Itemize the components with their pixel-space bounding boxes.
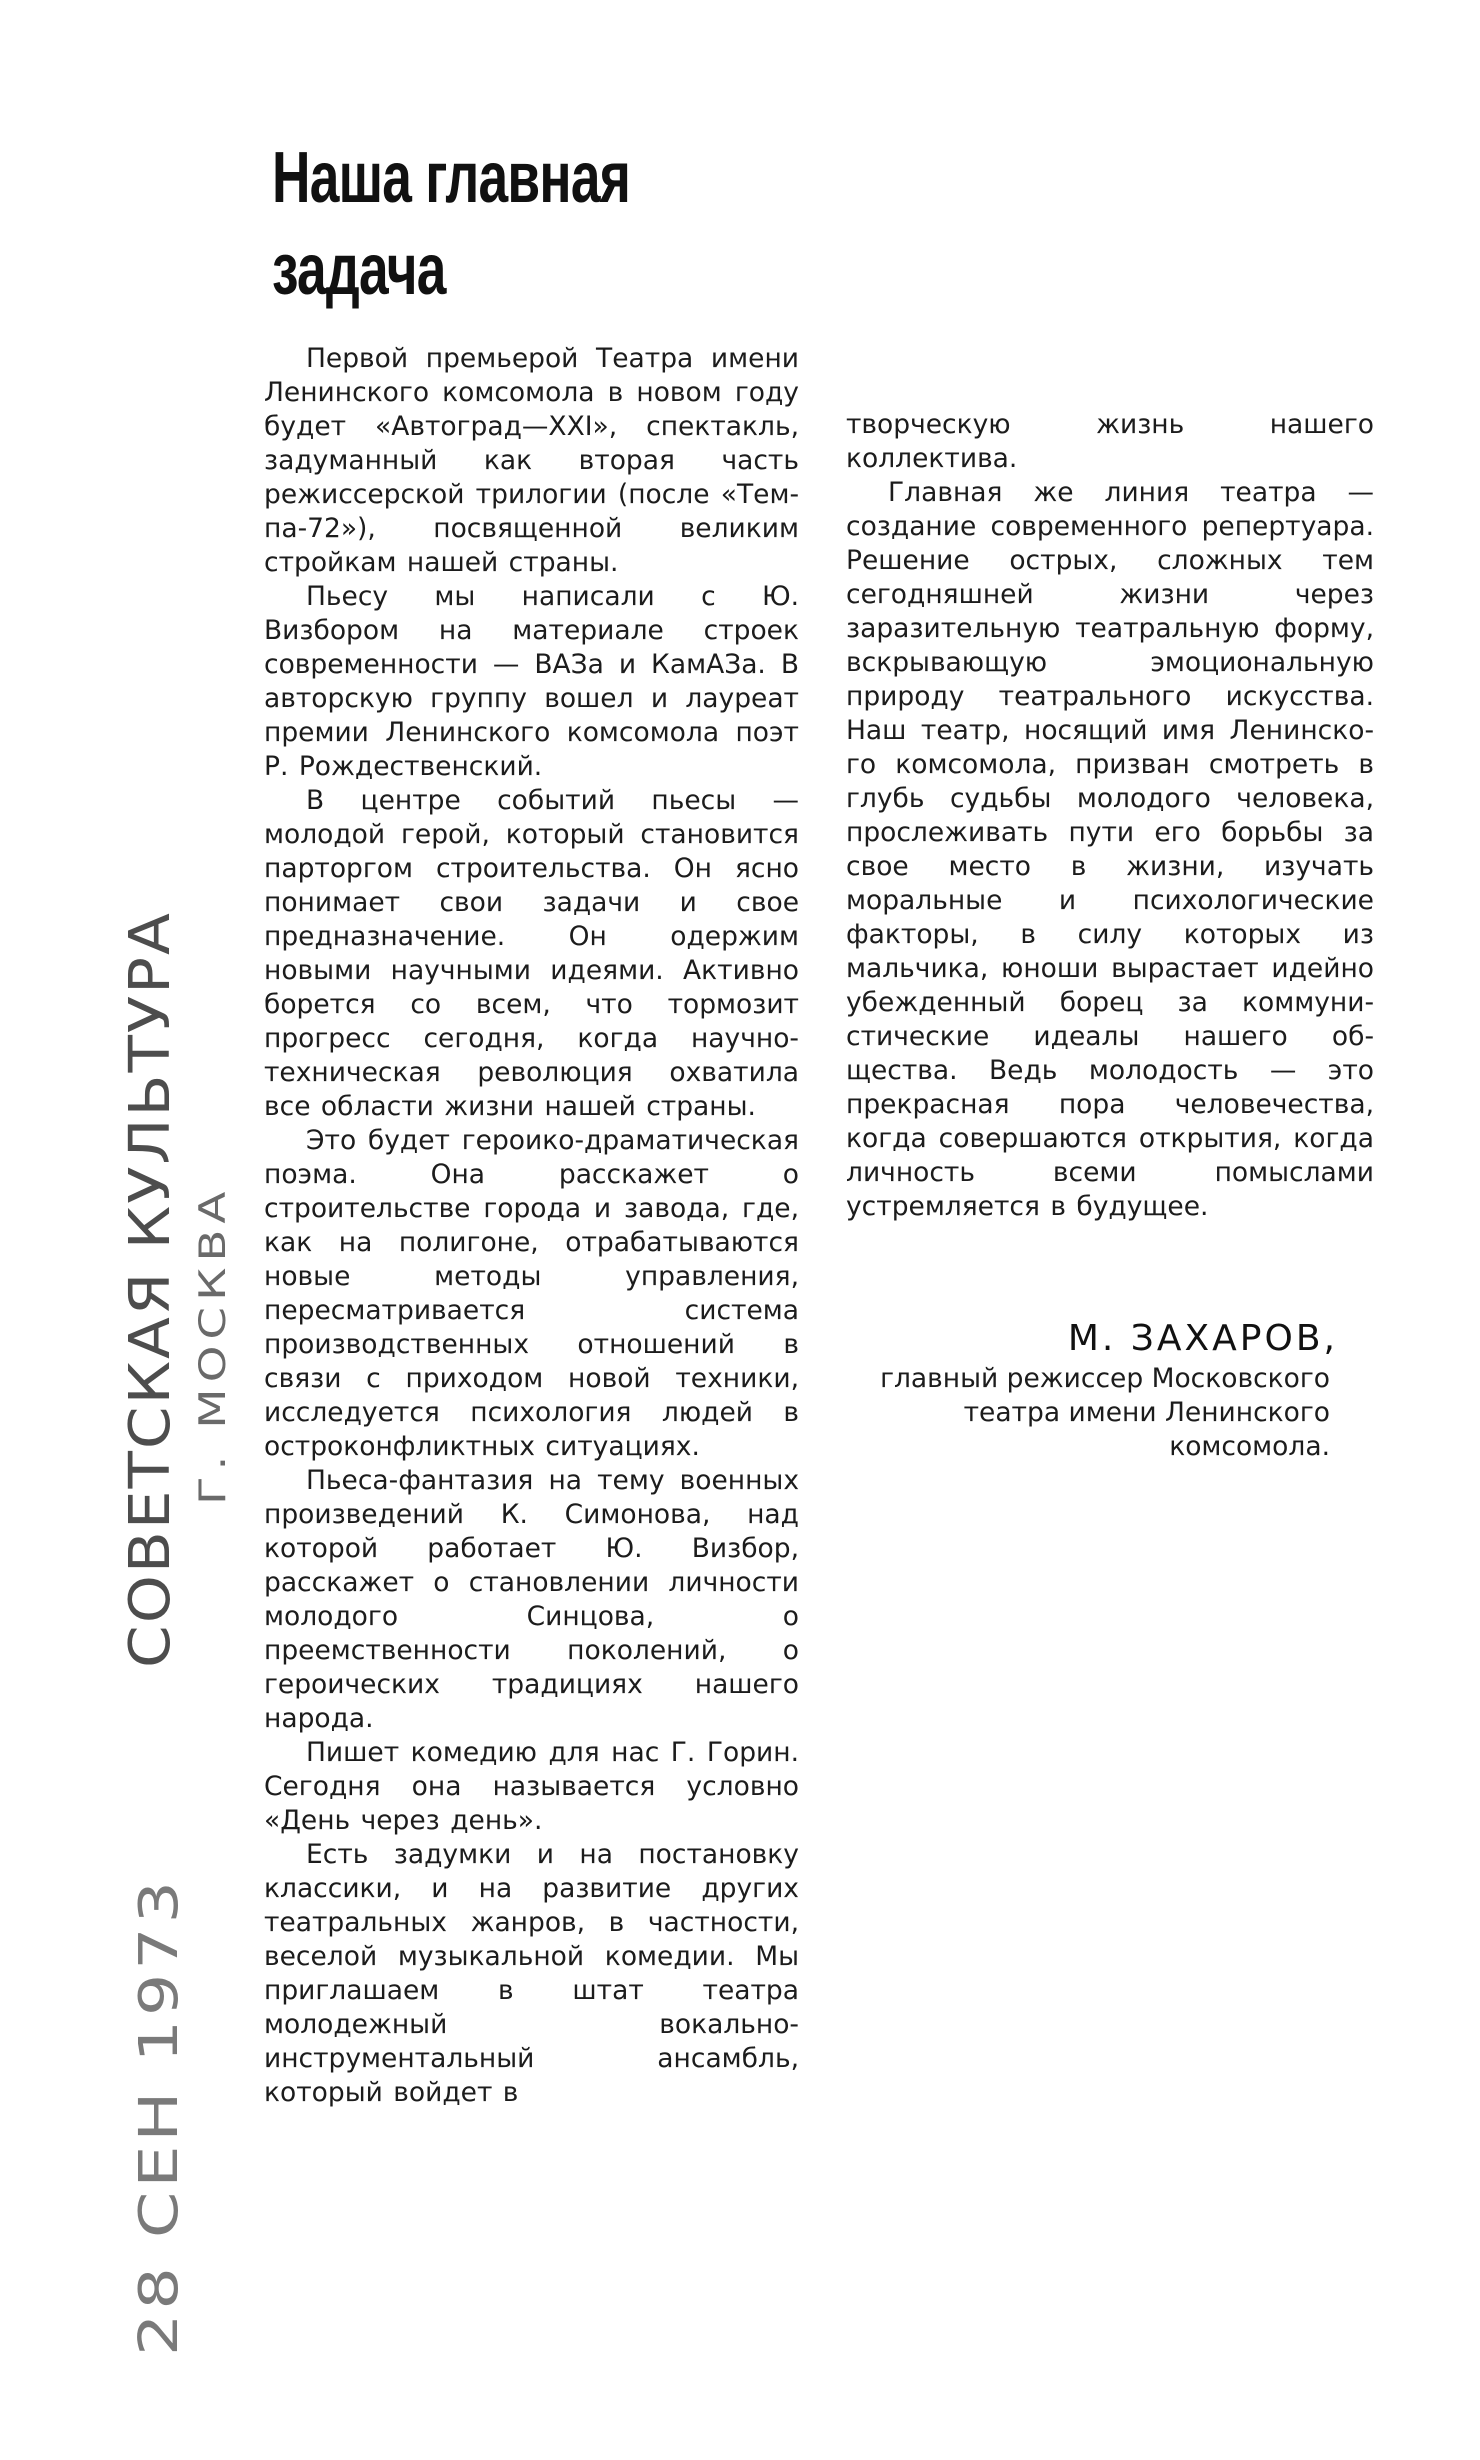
article-headline <box>272 132 686 316</box>
headline-line-1: Наша главная <box>272 138 631 218</box>
date-stamp: 28 СЕН 1973 <box>128 1876 190 2356</box>
paragraph-continued: творческую жизнь нашего коллектива. <box>846 409 1374 474</box>
paragraph: Пьеса-фантазия на тему военных произведений К. Симонова, над которой работает Ю. Визбор, расскажет о становлении личности молодого Синцова, о преемственности поколений, о героических традициях нашего народа. <box>264 1465 799 1734</box>
headline-line-2: задача <box>272 230 446 310</box>
paragraph: Первой премьерой Театра имени Ленинского комсомола в новом году будет «Автоград—XXI», спектакль, задуманный как вторая часть режиссерской трилогии (после «Темпа-72»), посвященной великим стройкам нашей страны. <box>264 343 799 578</box>
article-column-1 <box>264 342 799 2110</box>
paragraph: Это будет героико-драматическая поэма. Она расскажет о строительстве города и завода, где, как на полигоне, отрабатываются новые методы управления, пересматривается система производственных отношений в связи с приходом новой техники, исследуется психология людей в остроконфликтных ситуациях. <box>264 1125 799 1462</box>
author-name: М. ЗАХАРОВ, <box>1067 1318 1338 1359</box>
city-stamp: Г. МОСКВА <box>192 1185 234 1505</box>
paragraph: Пишет комедию для нас Г. Горин. Сегодня она называется условно «День через день». <box>264 1737 799 1836</box>
publication-stamp: СОВЕТСКАЯ КУЛЬТУРА <box>118 911 183 1668</box>
paragraph: В центре событий пьесы — молодой герой, который становится парторгом строительства. Он ясно понимает свои задачи и свое предназначение. Он одержим новыми научными идеями. Активно борется со всем, что тормозит прогресс сегодня, когда научно-техническая революция охватила все области жизни нашей страны. <box>264 785 799 1122</box>
paragraph: Пьесу мы написали с Ю. Визбором на материале строек современности — ВАЗа и КамАЗа. В авторскую группу вошел и лауреат премии Ленинского комсомола поэт Р. Рождественский. <box>264 581 799 782</box>
paragraph: Есть задумки и на постановку классики, и на развитие других театральных жанров, в частности, веселой музыкальной комедии. Мы приглашаем в штат театра молодежный вокально-инструментальный ансамбль, который войдет в <box>264 1839 799 2108</box>
author-title: главный режиссер Московского театра имени Ленинского комсомола. <box>880 1363 1330 1462</box>
article-column-2 <box>846 408 1374 1224</box>
paragraph: Главная же линия театра — создание современного репертуара. Решение острых, сложных тем сегодняшней жизни через заразительную театральную форму, вскрывающую эмоциональную природу театрального искусства. Наш театр, носящий имя Ленинского комсомола, призван смотреть в глубь судьбы молодого человека, прослеживать пути его борьбы за свое место в жизни, изучать моральные и психологические факторы, в силу которых из мальчика, юноши вырастает идейно убежденный борец за коммунистические идеалы нашего общества. Ведь молодость — это прекрасная пора человечества, когда совершаются открытия, когда личность всеми помыслами устремляется в будущее. <box>846 477 1374 1222</box>
